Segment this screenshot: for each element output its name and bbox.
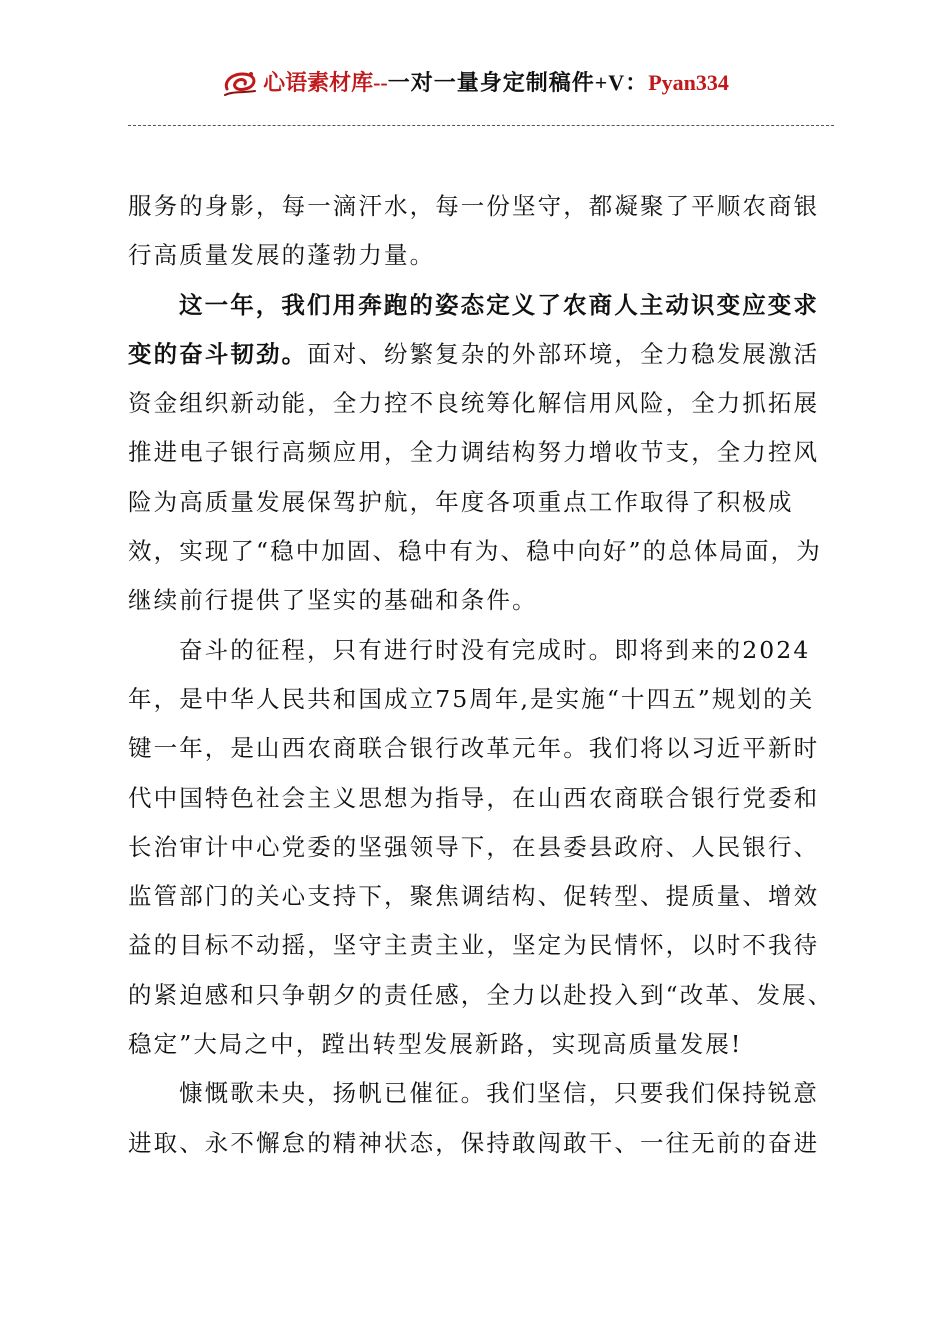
- brand-name: 心语素材库: [263, 70, 374, 95]
- paragraph-text: 奋斗的征程，只有进行时没有完成时。即将到来的2024年，是中华人民共和国成立75周年,是实施“十四五”规划的关键一年，是山西农商联合银行改革元年。我们将以习近平新时代中国特色社会主义思想为指导，在山西农商联合银行党委和长治审计中心党委的坚强领导下，在县委县政府、人民银行、监管部门的关心支持下，聚焦调结构、促转型、提质量、增效益的目标不动摇，坚守主责主业，坚定为民情怀，以时不我待的紧迫感和只争朝夕的责任感，全力以赴投入到“改革、发展、稳定”大局之中，蹚出转型发展新路，实现高质量发展!: [128, 635, 834, 1059]
- document-body: [128, 182, 834, 1168]
- paragraph-lead-bold: 这一年，我们用奔跑的姿态定义了农商人主动识变应变求变的奋斗韧劲。: [128, 290, 819, 368]
- brush-swirl-logo-icon: [221, 67, 261, 97]
- header-slogan: 一对一量身定制稿件+V：: [387, 70, 649, 95]
- paragraph-4: [128, 1069, 834, 1168]
- paragraph-text: 面对、纷繁复杂的外部环境，全力稳发展激活资金组织新动能，全力控不良统筹化解信用风险，全力抓拓展推进电子银行高频应用，全力调结构努力增收节支，全力控风险为高质量发展保驾护航，年度各项重点工作取得了积极成效，实现了“稳中加固、稳中有为、稳中向好”的总体局面，为继续前行提供了坚实的基础和条件。: [128, 339, 822, 615]
- header-separator: --: [373, 70, 388, 95]
- page-header: [0, 58, 950, 108]
- paragraph-text: 服务的身影，每一滴汗水，每一份坚守，都凝聚了平顺农商银行高质量发展的蓬勃力量。: [128, 192, 820, 270]
- header-contact: Pyan334: [648, 70, 729, 95]
- paragraph-1: [128, 182, 834, 281]
- paragraph-3: [128, 626, 834, 1070]
- paragraph-2: [128, 281, 834, 626]
- header-divider: [128, 125, 834, 126]
- paragraph-text: 慷慨歌未央，扬帆已催征。我们坚信，只要我们保持锐意进取、永不懈怠的精神状态，保持敢闯敢干、一往无前的奋进: [128, 1079, 820, 1157]
